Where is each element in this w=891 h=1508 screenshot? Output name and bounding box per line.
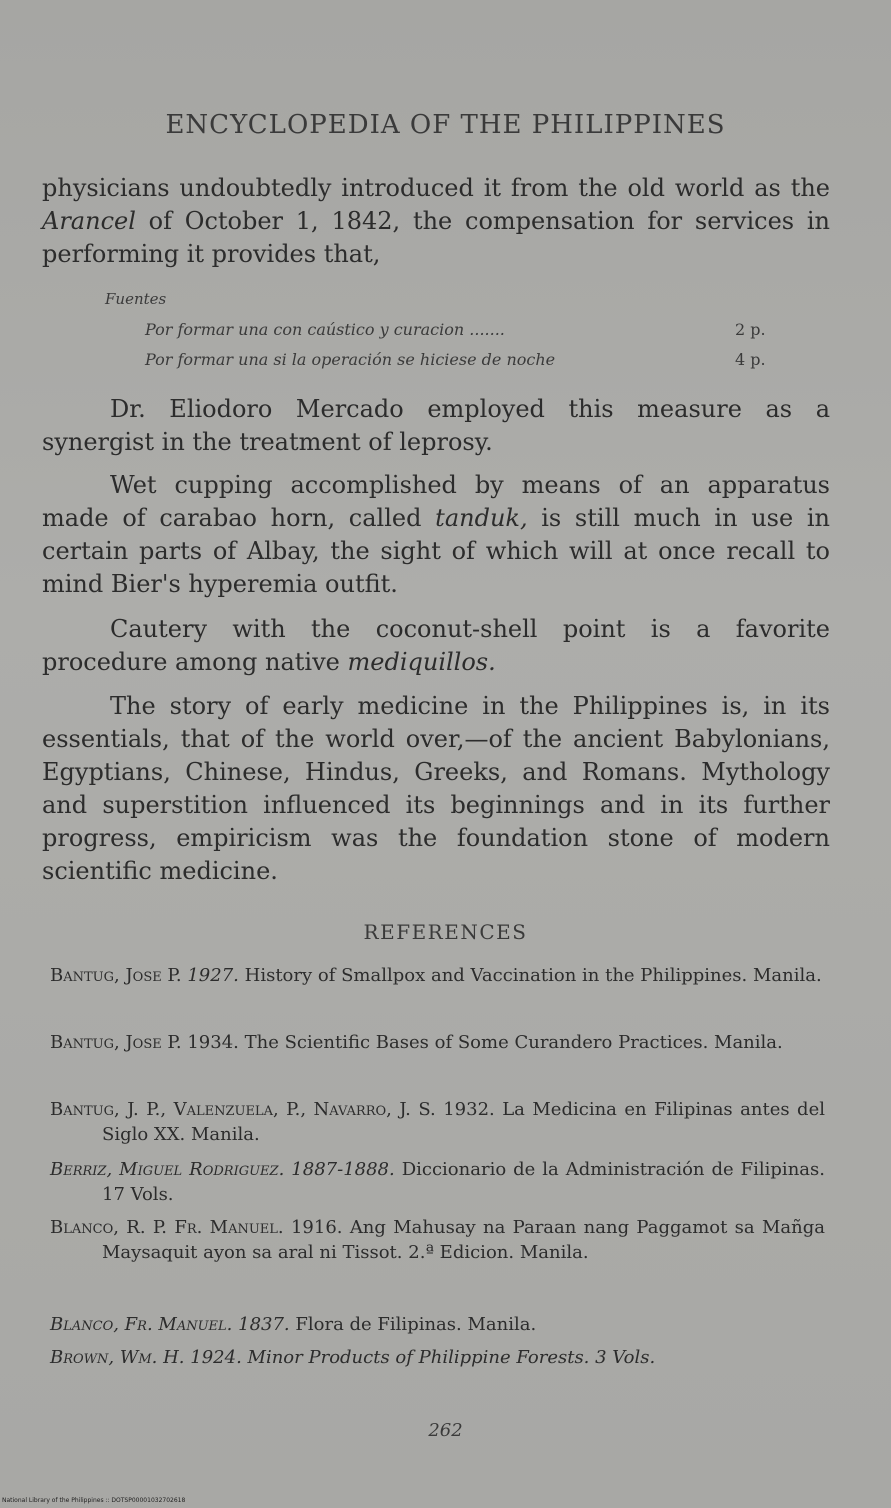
paragraph-3-text-c: is still much in use in certain parts of Albay, the sight of which will at once recall to mind Bier's hyperemia outfit. xyxy=(42,504,831,598)
references-heading: REFERENCES xyxy=(363,920,528,944)
reference-text: Flora de Filipinas. Manila. xyxy=(295,1314,537,1335)
reference-text: La Medicina en Filipinas antes del Siglo XX. Manila. xyxy=(102,1099,825,1145)
paragraph-3-italic: tanduk, xyxy=(435,504,528,532)
reference-author: Brown, Wm. H. xyxy=(50,1347,185,1368)
reference-author: Blanco, Fr. Manuel. xyxy=(50,1314,233,1335)
reference-entry xyxy=(50,1030,825,1055)
paragraph-4 xyxy=(42,613,830,679)
fee-row xyxy=(145,320,795,339)
paragraph-1-text-a: physicians undoubtedly introduced it from the old world as the xyxy=(42,174,830,202)
reference-entry xyxy=(50,1157,825,1207)
paragraph-5: The story of early medicine in the Philippines is, in its essentials, that of the world over,—of the ancient Babylonians, Egyptians, Chinese, Hindus, Greeks, and Romans. Mythology and superstition influenced its beginnings and in its further progress, empiricism was the foundation stone of modern scientific medicine. xyxy=(42,692,830,885)
footer-tag: National Library of the Philippines :: DOTSP00001032702618 xyxy=(2,1497,186,1504)
paragraph-3-text-a: Wet cupping accomplished by means of an apparatus made of carabao horn, called xyxy=(42,471,830,532)
fee-row xyxy=(145,350,795,369)
paragraph-4-italic: mediquillos. xyxy=(347,648,496,676)
page-number: 262 xyxy=(428,1420,463,1441)
reference-author: Blanco, R. P. Fr. Manuel. xyxy=(50,1217,284,1238)
fee-description: Por formar una con caústico y curacion ....... xyxy=(145,320,505,339)
reference-text: History of Smallpox and Vaccination in the Philippines. Manila. xyxy=(244,965,822,986)
paragraph-4-text-a: Cautery with the coconut-shell point is a favorite procedure among native xyxy=(42,615,830,676)
paragraph-2: Dr. Eliodoro Mercado employed this measure as a synergist in the treatment of leprosy. xyxy=(42,395,830,456)
paragraph-1 xyxy=(42,172,830,271)
reference-year: 1924. xyxy=(190,1347,242,1368)
reference-author: Bantug, Jose P. xyxy=(50,1032,182,1053)
reference-text: Minor Products of Philippine Forests. 3 Vols. xyxy=(247,1347,656,1368)
paragraph-3 xyxy=(42,469,830,601)
reference-entry xyxy=(50,1312,825,1337)
fee-amount: 2 p. xyxy=(735,320,766,339)
reference-author: Bantug, J. P., Valenzuela, P., Navarro, J. S. xyxy=(50,1099,436,1120)
reference-entry xyxy=(50,963,825,988)
paragraph-1-text-c: of October 1, 1842, the compensation for services in performing it provides that, xyxy=(42,207,830,268)
reference-text: Diccionario de la Administración de Filipinas. 17 Vols. xyxy=(102,1159,825,1205)
paragraph-1-italic: Arancel xyxy=(42,207,136,235)
reference-year: 1916. xyxy=(290,1217,343,1238)
running-header: ENCYCLOPEDIA OF THE PHILIPPINES xyxy=(165,110,726,140)
fee-amount: 4 p. xyxy=(735,350,766,369)
fuentes-label: Fuentes xyxy=(105,290,167,308)
reference-text: The Scientific Bases of Some Curandero Practices. Manila. xyxy=(244,1032,783,1053)
reference-entry xyxy=(50,1215,825,1265)
reference-year: 1927. xyxy=(187,965,239,986)
reference-text: Ang Mahusay na Paraan nang Paggamot sa Mañga Maysaquit ayon sa aral ni Tissot. 2.ª Edicion. Manila. xyxy=(102,1217,825,1263)
fee-description: Por formar una si la operación se hiciese de noche xyxy=(145,350,556,369)
reference-year: 1934. xyxy=(187,1032,239,1053)
reference-year: 1837. xyxy=(238,1314,290,1335)
reference-author: Berriz, Miguel Rodriguez. xyxy=(50,1159,285,1180)
reference-year: 1932. xyxy=(443,1099,495,1120)
reference-year: 1887-1888. xyxy=(291,1159,395,1180)
reference-entry xyxy=(50,1097,825,1147)
reference-entry xyxy=(50,1345,825,1370)
reference-author: Bantug, Jose P. xyxy=(50,965,182,986)
